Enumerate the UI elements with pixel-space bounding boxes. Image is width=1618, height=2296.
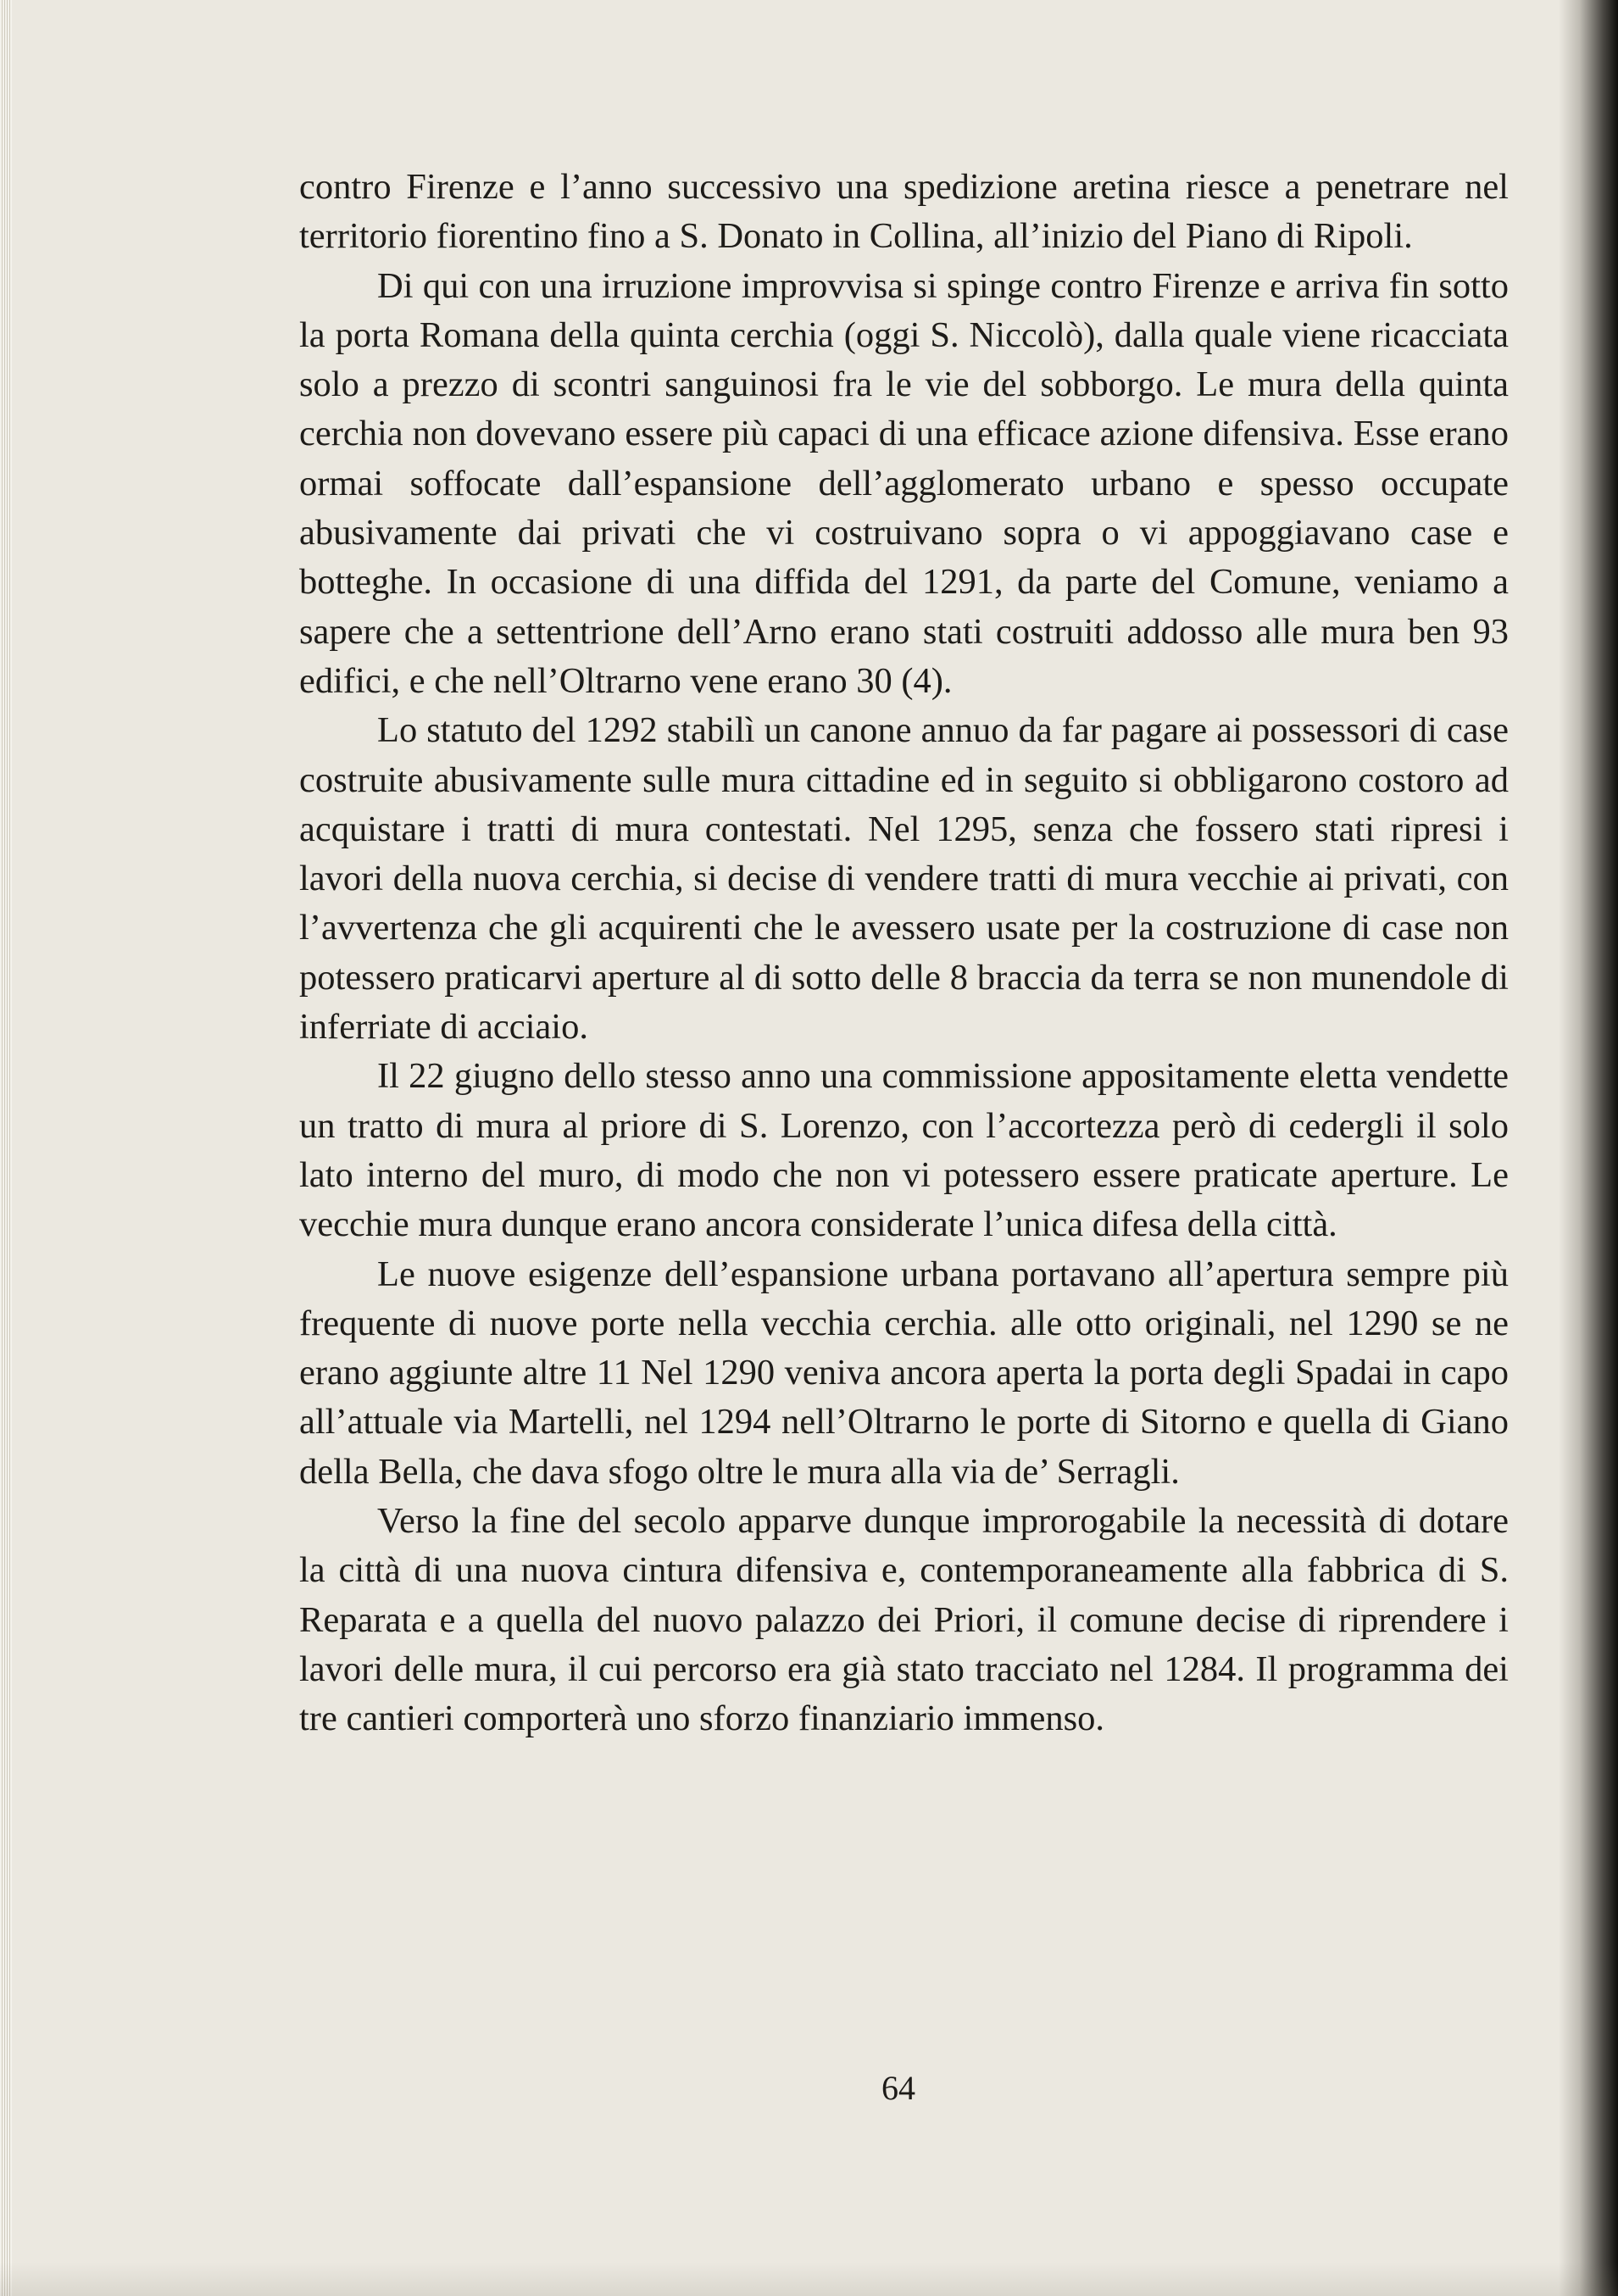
page-bottom-edge [0,2262,1618,2296]
paragraph-4: Il 22 giugno dello stesso anno una commissione appositamente eletta vendette un tratto di mura al priore di S. Lorenzo, con l’accortezza però di cedergli il solo lato interno del muro, di modo che non vi potessero essere praticate aperture. Le vecchie mura dunque erano ancora considerate l’unica difesa della città. [299,1056,1509,1245]
page-edges [0,0,12,2296]
paragraph-1: contro Firenze e l’anno successivo una spedizione aretina riesce a penetrare nel territorio fiorentino fino a S. Donato in Collina, all’inizio del Piano di Ripoli. [299,167,1509,257]
paragraph-6: Verso la fine del secolo apparve dunque improrogabile la necessità di dotare la città di una nuova cintura difensiva e, contemporaneamente alla fabbrica di S. Reparata e a quella del nuovo palazzo dei Priori, il comune decise di riprendere i lavori delle mura, il cui percorso era già stato tracciato nel 1284. Il programma dei tre cantieri comporterà uno sforzo finanziario immenso. [299,1501,1509,1739]
body-text [299,163,1509,1744]
binding-shadow [1559,0,1618,2296]
paragraph-3: Lo statuto del 1292 stabilì un canone annuo da far pagare ai possessori di case costruite abusivamente sulle mura cittadine ed in seguito si obbligarono costoro ad acquistare i tratti di mura contestati. Nel 1295, senza che fossero stati ripresi i lavori della nuova cerchia, si decise di vendere tratti di mura vecchie ai privati, con l’avvertenza che gli acquirenti che le avessero usate per la costruzione di case non potessero praticarvi aperture al di sotto delle 8 braccia da terra se non munendole di inferriate di acciaio. [299,710,1509,1048]
paragraph-2: Di qui con una irruzione improvvisa si spinge contro Firenze e arriva fin sotto la porta Romana della quinta cerchia (oggi S. Niccolò), dalla quale viene ricacciata solo a prezzo di scontri sanguinosi fra le vie del sobborgo. Le mura della quinta cerchia non dovevano essere più capaci di una efficace azione difensiva. Esse erano ormai soffocate dall’espansione dell’agglomerato urbano e spesso occupate abusivamente dai privati che vi costruivano sopra o vi appoggiavano case e botteghe. In occasione di una diffida del 1291, da parte del Comune, veniamo a sapere che a settentrione dell’Arno erano stati costruiti addosso alle mura ben 93 edifici, e che nell’Oltrarno vene erano 30 (4). [299,265,1509,701]
paragraph-5: Le nuove esigenze dell’espansione urbana portavano all’apertura sempre più frequente di nuove porte nella vecchia cerchia. alle otto originali, nel 1290 se ne erano aggiunte altre 11 Nel 1290 veniva ancora aperta la porta degli Spadai in capo all’attuale via Martelli, nel 1294 nell’Oltrarno le porte di Sitorno e quella di Giano della Bella, che dava sfogo oltre le mura alla via de’ Serragli. [299,1254,1509,1492]
page-number: 64 [881,2069,915,2107]
